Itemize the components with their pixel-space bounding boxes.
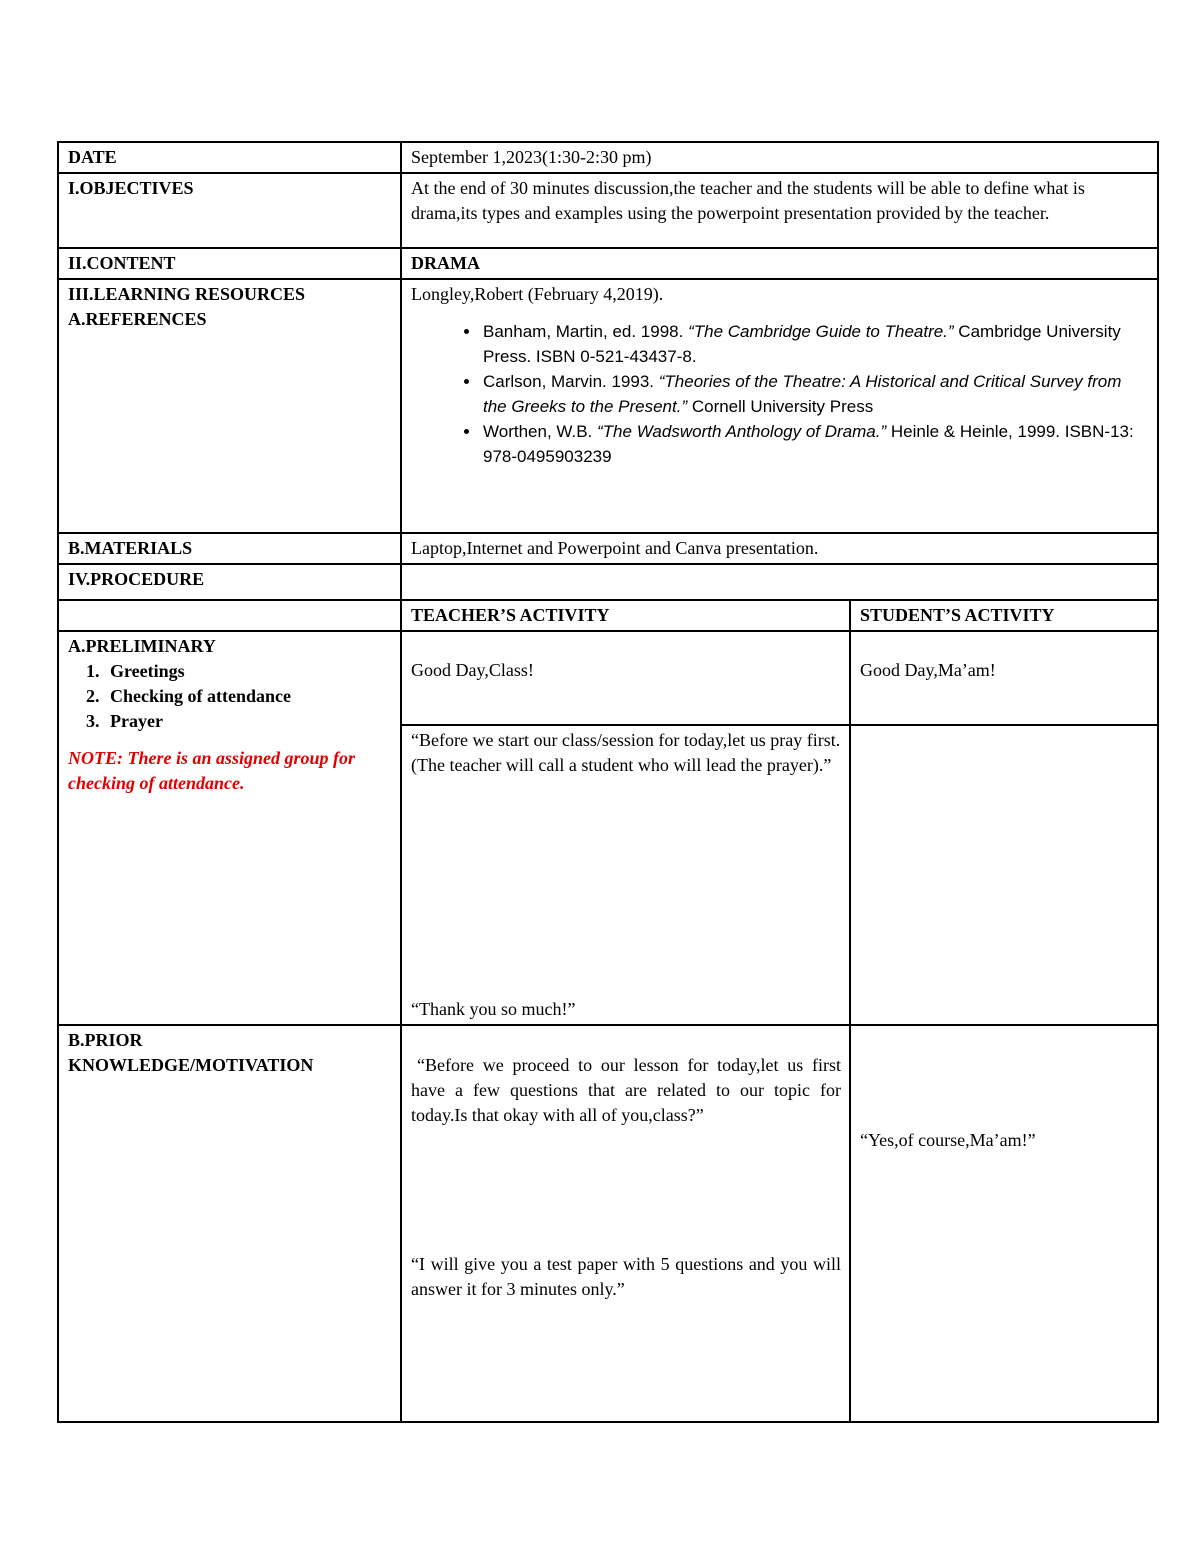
preliminary-greeting-row [58,631,1158,725]
student-motivation-reply: “Yes,of course,Ma’am!” [860,1130,1036,1150]
reference-author: Banham, Martin, ed. 1998. [483,322,689,341]
content-label: II.CONTENT [58,248,401,279]
references-cell [401,279,1158,533]
teacher-motivation-cell [401,1025,850,1422]
student-prayer-cell [850,725,1158,1025]
activity-header-empty [58,600,401,631]
reference-publisher: Cambridge University Press. ISBN 0-521-43437-8. [483,322,1121,366]
reference-title: “The Wadsworth Anthology of Drama.” [597,422,887,441]
prior-knowledge-label-line2: KNOWLEDGE/MOTIVATION [68,1055,314,1075]
date-label: DATE [58,142,401,173]
date-row [58,142,1158,173]
procedure-row [58,564,1158,600]
student-greeting: Good Day,Ma’am! [860,660,996,680]
step-checking-attendance: 2. Checking of attendance [104,684,392,709]
learning-resources-row [58,279,1158,533]
date-value: September 1,2023(1:30-2:30 pm) [401,142,1158,173]
reference-item [481,419,1149,469]
content-value: DRAMA [401,248,1158,279]
reference-item [481,319,1149,369]
activity-header-row [58,600,1158,631]
objectives-label: I.OBJECTIVES [58,173,401,248]
learning-resources-label: III.LEARNING RESOURCES [68,284,306,304]
reference-publisher: Cornell University Press [687,397,874,416]
materials-label: B.MATERIALS [58,533,401,564]
step-greetings: 1. Greetings [104,659,392,684]
materials-row [58,533,1158,564]
reference-list [411,319,1149,469]
content-row [58,248,1158,279]
reference-author: Carlson, Marvin. 1993. [483,372,659,391]
teacher-greeting-cell [401,631,850,725]
student-motivation-cell [850,1025,1158,1422]
teacher-motivation-test: “I will give you a test paper with 5 questions and you will answer it for 3 minutes only.” [411,1254,841,1299]
prior-knowledge-row [58,1025,1158,1422]
teacher-activity-header: TEACHER’S ACTIVITY [401,600,850,631]
prior-knowledge-label-line1: B.PRIOR [68,1030,143,1050]
teacher-thanks-text: “Thank you so much!” [411,999,576,1019]
reference-title: “Theories of the Theatre: A Historical and Critical Survey from the Greeks to the Present.” [483,372,1122,416]
materials-value: Laptop,Internet and Powerpoint and Canva presentation. [401,533,1158,564]
objectives-row [58,173,1158,248]
preliminary-label-cell [58,631,401,1025]
step-prayer: 3. Prayer [104,709,392,734]
procedure-label: IV.PROCEDURE [58,564,401,600]
main-reference: Longley,Robert (February 4,2019). [411,284,664,304]
teacher-prayer-text: “Before we start our class/session for today,let us pray first.(The teacher will call a student who will lead the prayer).” [411,730,841,775]
prior-knowledge-label-cell [58,1025,401,1422]
objectives-value: At the end of 30 minutes discussion,the teacher and the students will be able to define what is drama,its types and examples using the powerpoint presentation provided by the teacher. [401,173,1158,248]
teacher-greeting: Good Day,Class! [411,660,534,680]
preliminary-steps [68,659,392,734]
reference-title: “The Cambridge Guide to Theatre.” [688,322,954,341]
lesson-plan-table [57,141,1159,1423]
references-label: A.REFERENCES [68,309,207,329]
reference-item [481,369,1149,419]
reference-author: Worthen, W.B. [483,422,598,441]
student-greeting-cell [850,631,1158,725]
student-activity-header: STUDENT’S ACTIVITY [850,600,1158,631]
reference-publisher: Heinle & Heinle, 1999. ISBN-13: 978-0495903239 [483,422,1134,466]
attendance-note: NOTE: There is an assigned group for checking of attendance. [68,748,356,793]
preliminary-label: A.PRELIMINARY [68,636,216,656]
teacher-prayer-cell [401,725,850,1025]
procedure-empty-cell [401,564,1158,600]
teacher-motivation-intro: “Before we proceed to our lesson for today,let us first have a few questions that are related to our topic for today.Is that okay with all of you,class?” [411,1055,841,1125]
learning-resources-label-cell [58,279,401,533]
